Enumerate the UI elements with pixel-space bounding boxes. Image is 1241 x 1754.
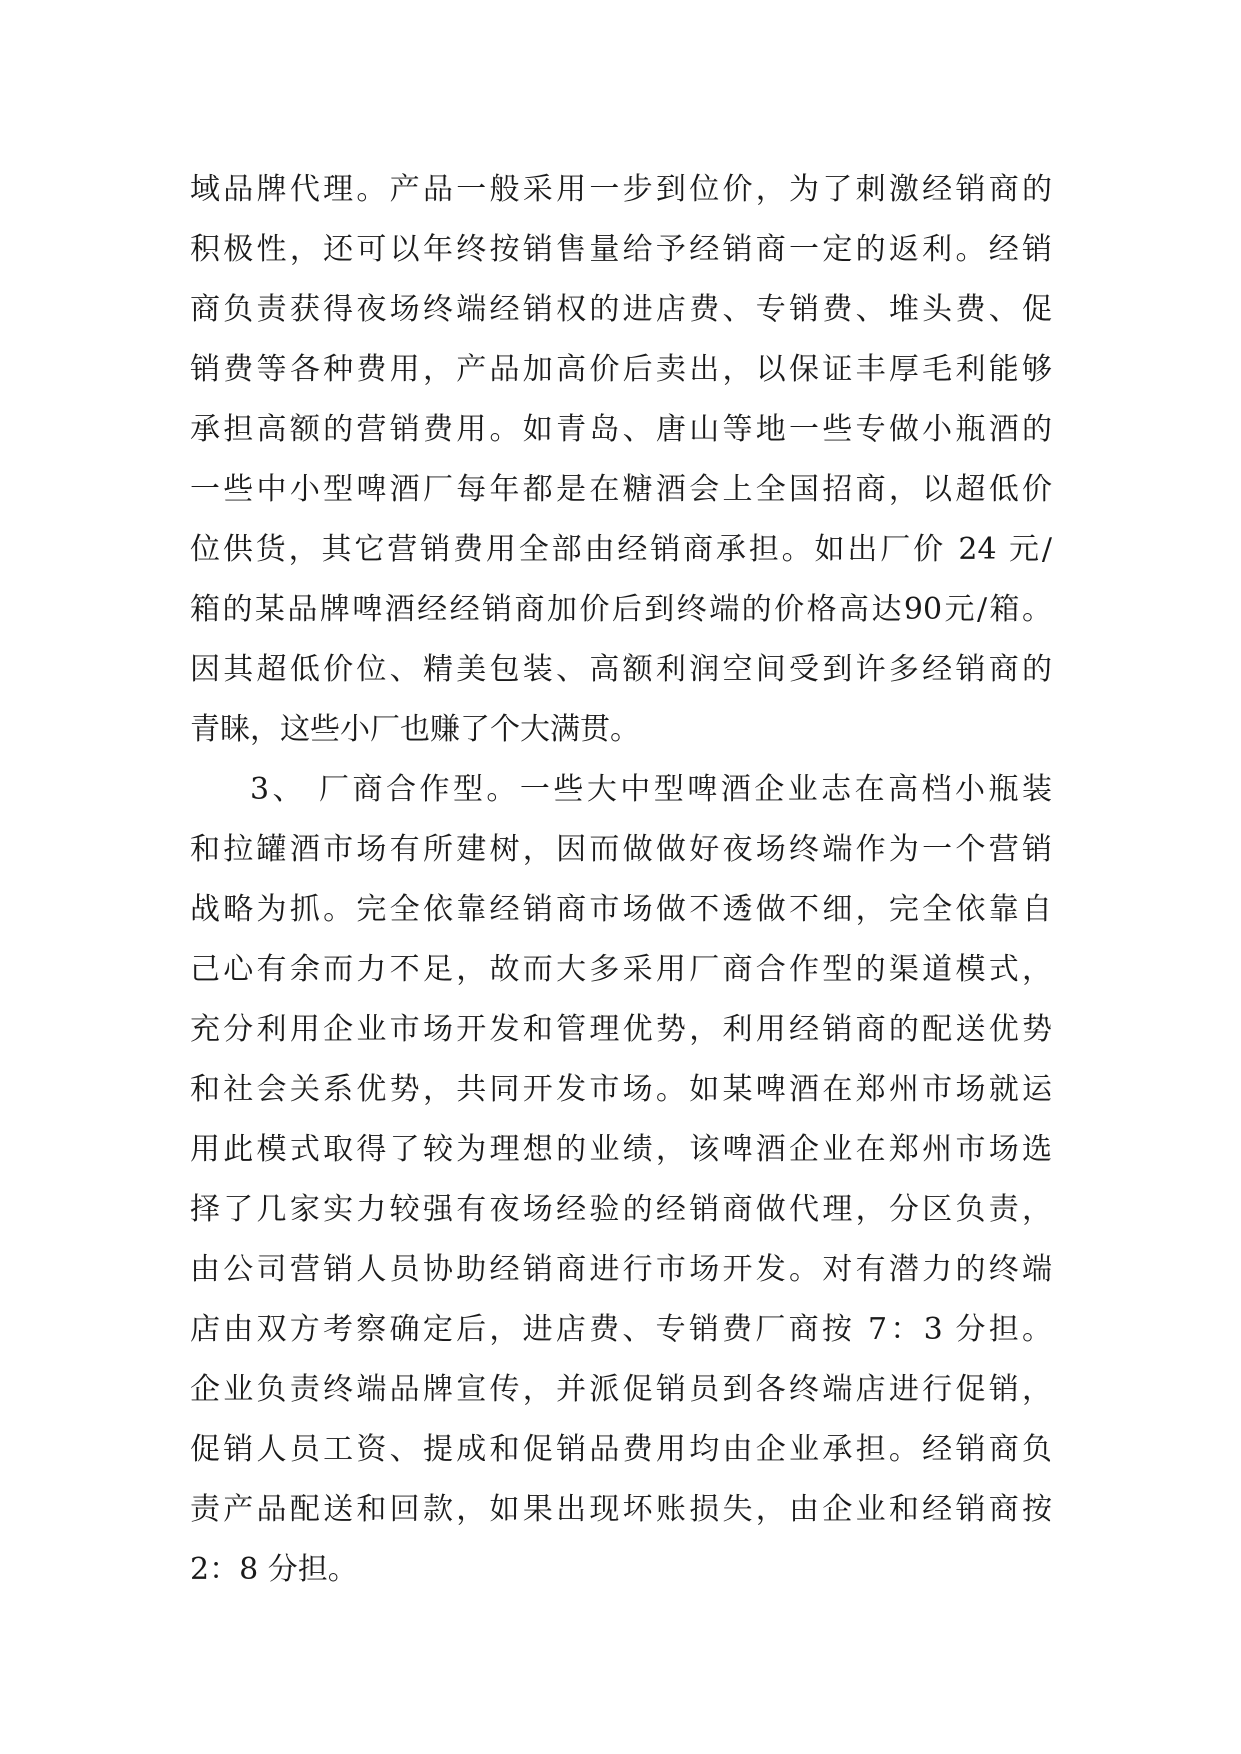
text-line: 己心有余而力不足，故而大多采用厂商合作型的渠道模式， (190, 952, 1052, 987)
text-line: 销费等各种费用，产品加高价后卖出，以保证丰厚毛利能够 (190, 352, 1052, 387)
text-line: 商负责获得夜场终端经销权的进店费、专销费、堆头费、促 (190, 292, 1052, 327)
paragraph-end-line: 2：8 分担。 (190, 1552, 358, 1587)
text-line: 一些中小型啤酒厂每年都是在糖酒会上全国招商，以超低价 (190, 472, 1052, 507)
text-line: 和拉罐酒市场有所建树，因而做做好夜场终端作为一个营销 (190, 832, 1052, 867)
text-line: 箱的某品牌啤酒经经销商加价后到终端的价格高达90元/箱。 (190, 592, 1052, 627)
text-line: 位供货，其它营销费用全部由经销商承担。如出厂价 24 元/ (190, 532, 1052, 567)
paragraph-end-line: 青睐，这些小厂也赚了个大满贯。 (190, 712, 640, 747)
text-line: 企业负责终端品牌宣传，并派促销员到各终端店进行促销， (190, 1372, 1052, 1407)
text-line: 择了几家实力较强有夜场经验的经销商做代理，分区负责， (190, 1192, 1052, 1227)
text-line: 用此模式取得了较为理想的业绩，该啤酒企业在郑州市场选 (190, 1132, 1052, 1167)
text-line: 店由双方考察确定后，进店费、专销费厂商按 7：3 分担。 (190, 1312, 1052, 1347)
section-heading-line: 3、 厂商合作型。一些大中型啤酒企业志在高档小瓶装 (250, 772, 1052, 807)
text-line: 由公司营销人员协助经销商进行市场开发。对有潜力的终端 (190, 1252, 1052, 1287)
body-text (190, 160, 1052, 1600)
text-line: 承担高额的营销费用。如青岛、唐山等地一些专做小瓶酒的 (190, 412, 1052, 447)
text-line: 因其超低价位、精美包装、高额利润空间受到许多经销商的 (190, 652, 1052, 687)
text-line: 责产品配送和回款，如果出现坏账损失，由企业和经销商按 (190, 1492, 1052, 1527)
text-line: 域品牌代理。产品一般采用一步到位价，为了刺激经销商的 (190, 172, 1052, 207)
text-line: 积极性，还可以年终按销售量给予经销商一定的返利。经销 (190, 232, 1052, 267)
text-line: 战略为抓。完全依靠经销商市场做不透做不细，完全依靠自 (190, 892, 1052, 927)
text-line: 和社会关系优势，共同开发市场。如某啤酒在郑州市场就运 (190, 1072, 1052, 1107)
text-line: 促销人员工资、提成和促销品费用均由企业承担。经销商负 (190, 1432, 1052, 1467)
text-line: 充分利用企业市场开发和管理优势，利用经销商的配送优势 (190, 1012, 1052, 1047)
